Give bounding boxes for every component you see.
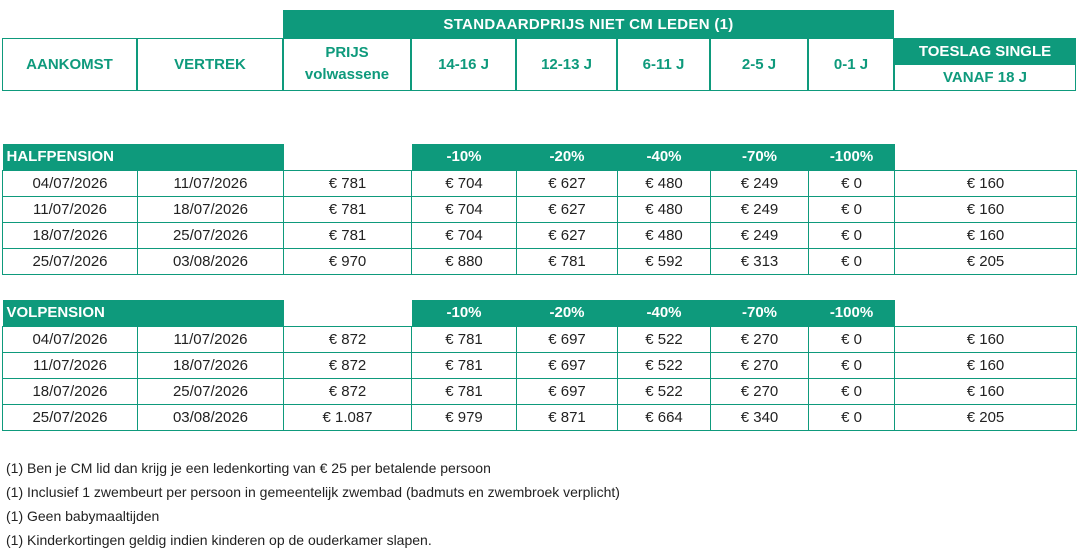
col-14-16: 14-16 J bbox=[411, 38, 516, 91]
head-spacer bbox=[284, 300, 412, 326]
vertrek-cell: 11/07/2026 bbox=[138, 170, 284, 196]
price-2-5-cell: € 340 bbox=[711, 404, 809, 430]
discount-0-1: -100% bbox=[809, 300, 895, 326]
toeslag-cell: € 205 bbox=[895, 248, 1077, 274]
price-12-13-cell: € 627 bbox=[517, 222, 618, 248]
toeslag-cell: € 160 bbox=[895, 222, 1077, 248]
head-spacer bbox=[284, 144, 412, 170]
price-12-13-cell: € 697 bbox=[517, 352, 618, 378]
price-14-16-cell: € 704 bbox=[412, 222, 517, 248]
price-6-11-cell: € 522 bbox=[618, 378, 711, 404]
footnote: (1) Kinderkortingen geldig indien kinderen op de ouderkamer slapen. bbox=[6, 532, 432, 548]
prijs-cell: € 872 bbox=[284, 352, 412, 378]
toeslag-cell: € 160 bbox=[895, 196, 1077, 222]
price-2-5-cell: € 249 bbox=[711, 222, 809, 248]
price-6-11-cell: € 480 bbox=[618, 196, 711, 222]
discount-6-11: -40% bbox=[618, 300, 711, 326]
price-12-13-cell: € 627 bbox=[517, 170, 618, 196]
aankomst-cell: 18/07/2026 bbox=[3, 378, 138, 404]
table-row bbox=[3, 248, 1077, 274]
price-2-5-cell: € 249 bbox=[711, 196, 809, 222]
aankomst-cell: 11/07/2026 bbox=[3, 352, 138, 378]
price-14-16-cell: € 704 bbox=[412, 196, 517, 222]
discount-2-5: -70% bbox=[711, 300, 809, 326]
price-0-1-cell: € 0 bbox=[809, 326, 895, 352]
table-row bbox=[3, 352, 1077, 378]
aankomst-cell: 18/07/2026 bbox=[3, 222, 138, 248]
prijs-cell: € 970 bbox=[284, 248, 412, 274]
prijs-cell: € 872 bbox=[284, 326, 412, 352]
toeslag-cell: € 160 bbox=[895, 378, 1077, 404]
price-0-1-cell: € 0 bbox=[809, 378, 895, 404]
vertrek-cell: 25/07/2026 bbox=[138, 378, 284, 404]
prijs-cell: € 781 bbox=[284, 222, 412, 248]
col-aankomst: AANKOMST bbox=[2, 38, 137, 91]
price-12-13-cell: € 627 bbox=[517, 196, 618, 222]
price-12-13-cell: € 781 bbox=[517, 248, 618, 274]
price-0-1-cell: € 0 bbox=[809, 222, 895, 248]
vertrek-cell: 03/08/2026 bbox=[138, 248, 284, 274]
halfpension-table bbox=[2, 144, 1077, 275]
price-6-11-cell: € 664 bbox=[618, 404, 711, 430]
price-14-16-cell: € 781 bbox=[412, 378, 517, 404]
halfpension-head-row bbox=[3, 144, 1077, 170]
col-toeslag-line1: TOESLAG SINGLE bbox=[894, 38, 1076, 64]
price-0-1-cell: € 0 bbox=[809, 248, 895, 274]
price-0-1-cell: € 0 bbox=[809, 404, 895, 430]
table-row bbox=[3, 404, 1077, 430]
price-14-16-cell: € 704 bbox=[412, 170, 517, 196]
discount-0-1: -100% bbox=[809, 144, 895, 170]
vertrek-cell: 18/07/2026 bbox=[138, 196, 284, 222]
price-12-13-cell: € 697 bbox=[517, 378, 618, 404]
volpension-table bbox=[2, 300, 1077, 431]
volpension-title: VOLPENSION bbox=[3, 300, 284, 326]
table-row bbox=[3, 222, 1077, 248]
toeslag-cell: € 205 bbox=[895, 404, 1077, 430]
table-row bbox=[3, 378, 1077, 404]
col-vertrek: VERTREK bbox=[137, 38, 283, 91]
price-2-5-cell: € 270 bbox=[711, 378, 809, 404]
aankomst-cell: 04/07/2026 bbox=[3, 326, 138, 352]
price-14-16-cell: € 880 bbox=[412, 248, 517, 274]
aankomst-cell: 04/07/2026 bbox=[3, 170, 138, 196]
price-14-16-cell: € 781 bbox=[412, 352, 517, 378]
prijs-cell: € 872 bbox=[284, 378, 412, 404]
price-6-11-cell: € 522 bbox=[618, 352, 711, 378]
col-prijs-line1: PRIJS bbox=[325, 44, 369, 61]
footnote: (1) Ben je CM lid dan krijg je een ledenkorting van € 25 per betalende persoon bbox=[6, 460, 491, 476]
discount-14-16: -10% bbox=[412, 300, 517, 326]
prijs-cell: € 1.087 bbox=[284, 404, 412, 430]
col-prijs bbox=[283, 38, 411, 91]
price-6-11-cell: € 480 bbox=[618, 222, 711, 248]
halfpension-title: HALFPENSION bbox=[3, 144, 284, 170]
table-row bbox=[3, 170, 1077, 196]
col-toeslag-line2: VANAF 18 J bbox=[894, 64, 1076, 91]
footnotes bbox=[6, 456, 620, 552]
head-spacer bbox=[895, 144, 1077, 170]
aankomst-cell: 25/07/2026 bbox=[3, 248, 138, 274]
price-14-16-cell: € 781 bbox=[412, 326, 517, 352]
footnote: (1) Geen babymaaltijden bbox=[6, 508, 160, 524]
price-12-13-cell: € 697 bbox=[517, 326, 618, 352]
header-band: STANDAARDPRIJS NIET CM LEDEN (1) bbox=[283, 10, 894, 38]
vertrek-cell: 18/07/2026 bbox=[138, 352, 284, 378]
price-2-5-cell: € 313 bbox=[711, 248, 809, 274]
vertrek-cell: 25/07/2026 bbox=[138, 222, 284, 248]
aankomst-cell: 25/07/2026 bbox=[3, 404, 138, 430]
price-0-1-cell: € 0 bbox=[809, 196, 895, 222]
toeslag-cell: € 160 bbox=[895, 352, 1077, 378]
vertrek-cell: 11/07/2026 bbox=[138, 326, 284, 352]
col-6-11: 6-11 J bbox=[617, 38, 710, 91]
table-row bbox=[3, 196, 1077, 222]
price-6-11-cell: € 592 bbox=[618, 248, 711, 274]
footnote: (1) Inclusief 1 zwembeurt per persoon in gemeentelijk zwembad (badmuts en zwembroek verplicht) bbox=[6, 484, 620, 500]
aankomst-cell: 11/07/2026 bbox=[3, 196, 138, 222]
discount-12-13: -20% bbox=[517, 144, 618, 170]
col-prijs-line2: volwassene bbox=[304, 66, 390, 83]
head-spacer bbox=[895, 300, 1077, 326]
table-row bbox=[3, 326, 1077, 352]
col-0-1: 0-1 J bbox=[808, 38, 894, 91]
price-12-13-cell: € 871 bbox=[517, 404, 618, 430]
price-2-5-cell: € 249 bbox=[711, 170, 809, 196]
toeslag-cell: € 160 bbox=[895, 326, 1077, 352]
prijs-cell: € 781 bbox=[284, 170, 412, 196]
price-0-1-cell: € 0 bbox=[809, 352, 895, 378]
price-0-1-cell: € 0 bbox=[809, 170, 895, 196]
price-6-11-cell: € 480 bbox=[618, 170, 711, 196]
discount-12-13: -20% bbox=[517, 300, 618, 326]
volpension-head-row bbox=[3, 300, 1077, 326]
discount-2-5: -70% bbox=[711, 144, 809, 170]
col-12-13: 12-13 J bbox=[516, 38, 617, 91]
discount-6-11: -40% bbox=[618, 144, 711, 170]
col-2-5: 2-5 J bbox=[710, 38, 808, 91]
price-6-11-cell: € 522 bbox=[618, 326, 711, 352]
price-2-5-cell: € 270 bbox=[711, 352, 809, 378]
vertrek-cell: 03/08/2026 bbox=[138, 404, 284, 430]
discount-14-16: -10% bbox=[412, 144, 517, 170]
price-2-5-cell: € 270 bbox=[711, 326, 809, 352]
price-14-16-cell: € 979 bbox=[412, 404, 517, 430]
prijs-cell: € 781 bbox=[284, 196, 412, 222]
toeslag-cell: € 160 bbox=[895, 170, 1077, 196]
